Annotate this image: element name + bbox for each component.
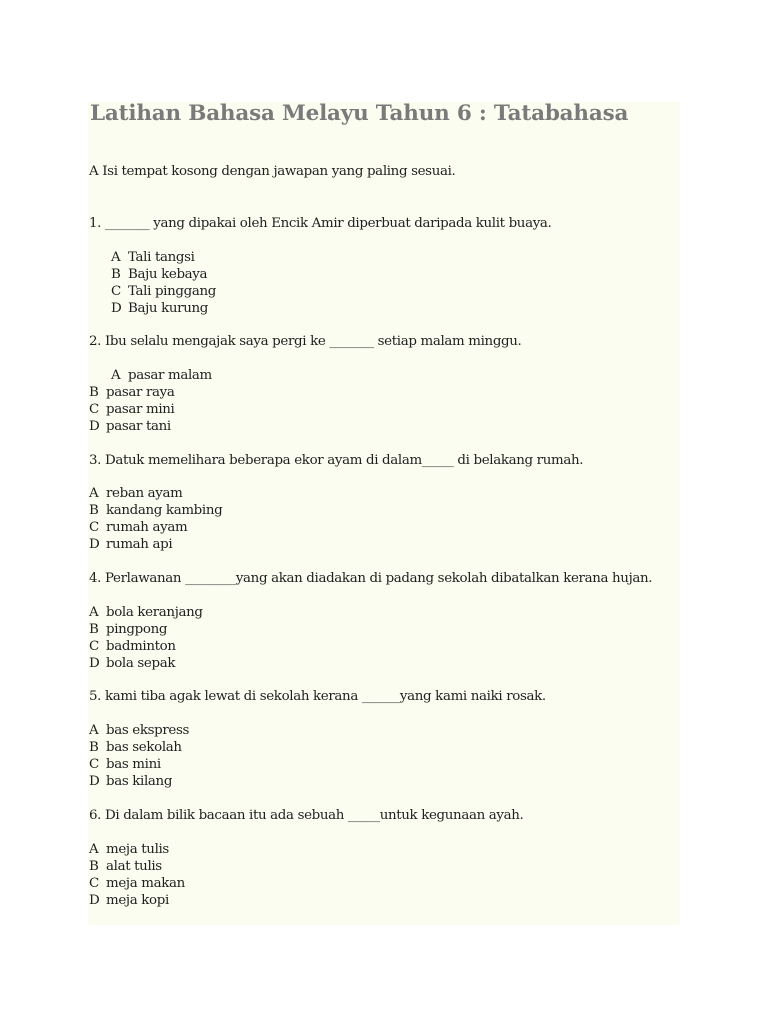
question-2-option-c: C pasar mini: [89, 402, 175, 417]
question-5-text: 5. kami tiba agak lewat di sekolah kerana ______yang kami naiki rosak.: [89, 689, 546, 704]
question-6-option-a: A meja tulis: [89, 842, 169, 857]
question-4-text: 4. Perlawanan ________yang akan diadakan di padang sekolah dibatalkan kerana hujan.: [89, 571, 653, 586]
question-1-text: 1. _______ yang dipakai oleh Encik Amir diperbuat daripada kulit buaya.: [89, 216, 552, 231]
question-6-option-b: B alat tulis: [89, 859, 162, 874]
question-4-option-d: D bola sepak: [89, 656, 176, 671]
question-1-option-c: C Tali pinggang: [111, 284, 216, 299]
question-6-option-c: C meja makan: [89, 876, 185, 891]
question-2-option-b: B pasar raya: [89, 385, 175, 400]
question-6-option-d: D meja kopi: [89, 893, 169, 908]
question-5-option-c: C bas mini: [89, 757, 161, 772]
question-4-option-a: A bola keranjang: [89, 605, 203, 620]
question-5-option-d: D bas kilang: [89, 774, 173, 789]
question-5-option-b: B bas sekolah: [89, 740, 182, 755]
question-3-text: 3. Datuk memelihara beberapa ekor ayam di dalam_____ di belakang rumah.: [89, 453, 584, 468]
question-3-option-d: D rumah api: [89, 537, 173, 552]
question-3-option-c: C rumah ayam: [89, 520, 188, 535]
question-4-option-b: B pingpong: [89, 622, 168, 637]
question-3-option-b: B kandang kambing: [89, 503, 223, 518]
question-5-option-a: A bas ekspress: [89, 723, 190, 738]
question-6-text: 6. Di dalam bilik bacaan itu ada sebuah _____untuk kegunaan ayah.: [89, 808, 524, 823]
question-2-text: 2. Ibu selalu mengajak saya pergi ke _______ setiap malam minggu.: [89, 334, 522, 349]
instruction-text: A Isi tempat kosong dengan jawapan yang paling sesuai.: [89, 164, 456, 179]
question-3-option-a: A reban ayam: [89, 486, 183, 501]
question-1-option-d: D Baju kurung: [111, 301, 208, 316]
question-4-option-c: C badminton: [89, 639, 176, 654]
question-2-option-a: A pasar malam: [111, 368, 212, 383]
page-title: Latihan Bahasa Melayu Tahun 6 : Tatabahasa: [90, 101, 629, 126]
question-1-option-a: A Tali tangsi: [111, 250, 195, 265]
question-2-option-d: D pasar tani: [89, 419, 171, 434]
question-1-option-b: B Baju kebaya: [111, 267, 208, 282]
